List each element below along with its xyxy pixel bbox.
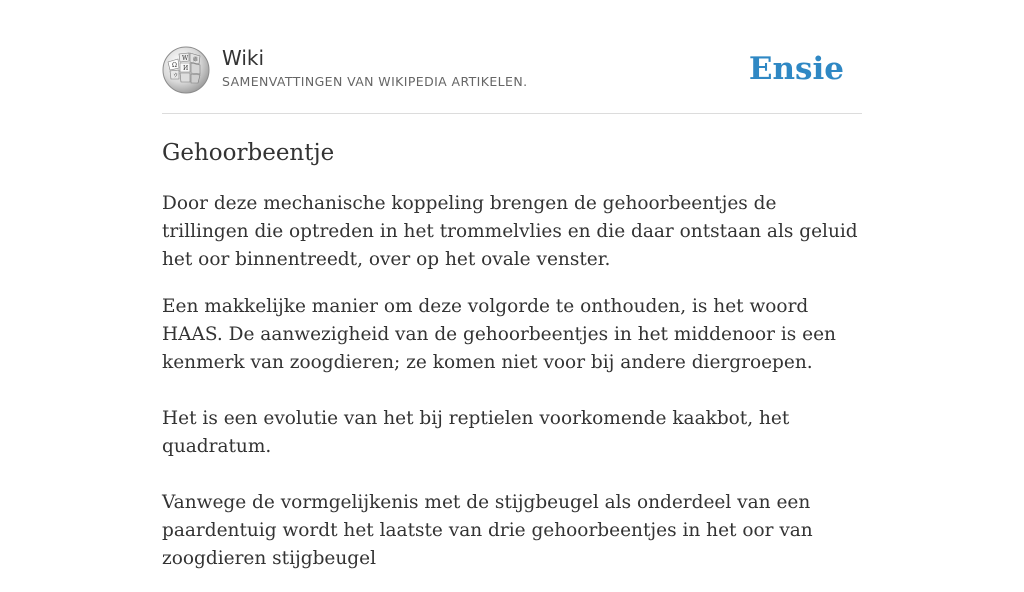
svg-text:維: 維 [193,57,199,63]
svg-text:W: W [182,55,189,62]
article-paragraph: Een makkelijke manier om deze volgorde te onthouden, is het woord HAAS. De aanwezigheid van de gehoorbeentjes in het middenoor is een kenmerk van zoogdieren; ze komen niet voor bij andere diergroepen. [162,296,836,373]
article-paragraph: Vanwege de vormgelijkenis met de stijgbeugel als onderdeel van een paardentuig wordt het laatste van drie gehoorbeentjes in het oor van zoogdieren stijgbeugel [162,492,813,569]
svg-text:ウ: ウ [173,73,179,79]
article-body [162,190,862,592]
article-paragraph: Door deze mechanische koppeling brengen de gehoorbeentjes de trillingen die optreden in het trommelvlies en die daar ontstaan als geluid het oor binnentreedt, over op het ovale venster. [162,193,858,270]
site-header [162,0,862,114]
article-paragraph: Het is een evolutie van het bij reptielen voorkomende kaakbot, het quadratum. [162,408,790,457]
article-title: Gehoorbeentje [162,140,335,166]
brand-logo-link[interactable]: Ensie [748,51,844,87]
svg-text:И: И [183,65,189,72]
svg-text:Ω: Ω [172,62,177,69]
site-name[interactable]: Wiki [222,46,265,70]
wikipedia-globe-icon[interactable] [162,46,210,94]
content-container [162,0,862,569]
site-tagline: SAMENVATTINGEN VAN WIKIPEDIA ARTIKELEN. [222,74,528,89]
